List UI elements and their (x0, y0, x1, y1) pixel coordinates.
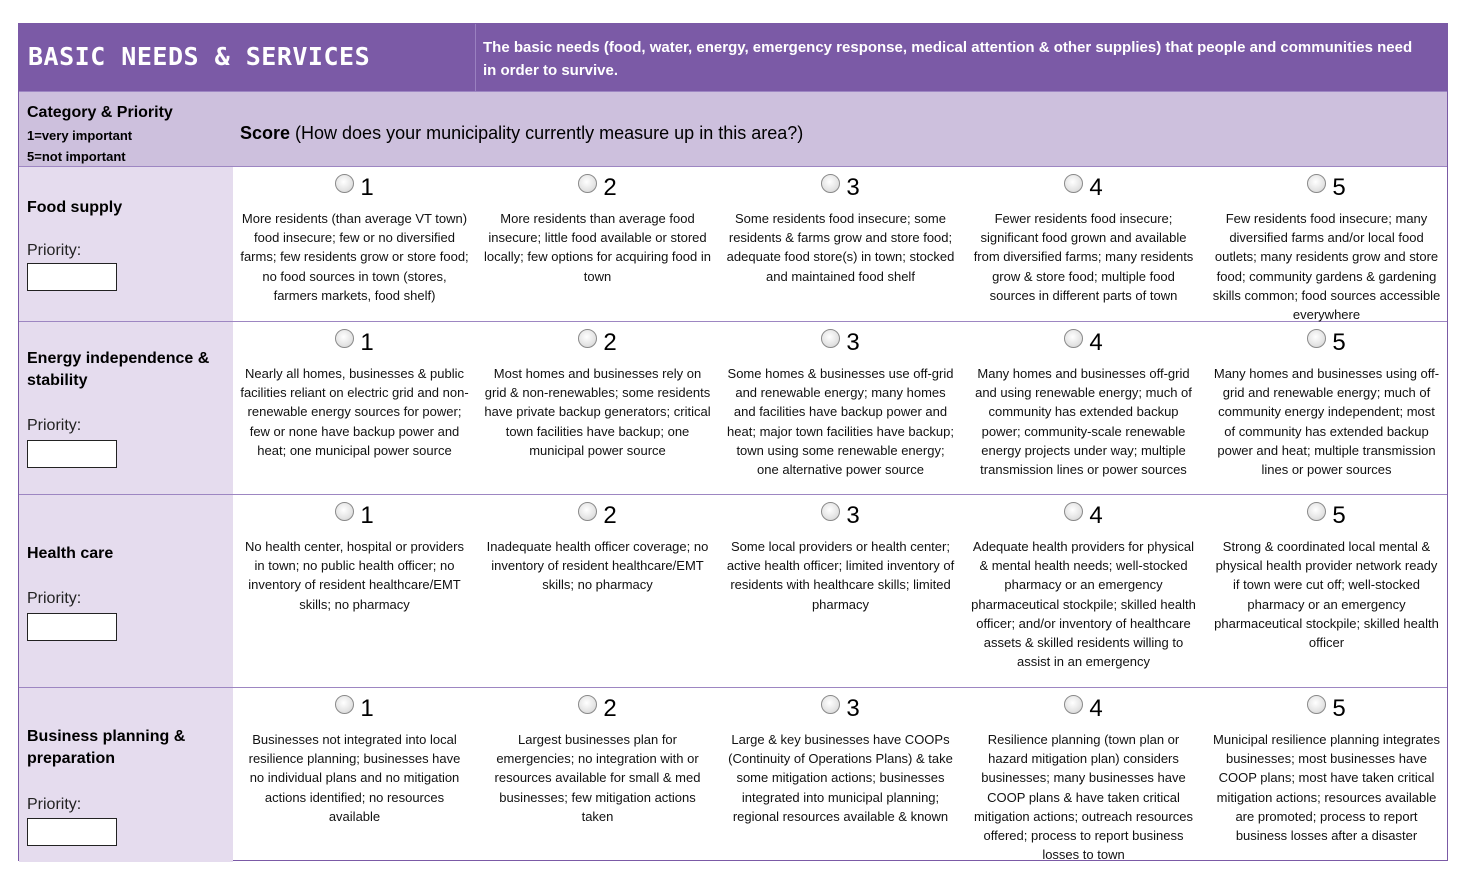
category-row (19, 322, 1447, 495)
score-option-head (962, 329, 1205, 357)
score-radio[interactable] (821, 502, 840, 521)
score-radio[interactable] (335, 329, 354, 348)
score-question: (How does your municipality currently measure up in this area?) (290, 123, 804, 143)
priority-scale-high: 1=very important (27, 128, 133, 143)
score-number: 5 (1332, 695, 1346, 722)
score-number: 2 (603, 174, 617, 201)
category-name: Business planning & preparation (27, 728, 186, 767)
score-description: Municipal resilience planning integrates businesses; most businesses have COOP plans; most have taken critical mitigation actions; resources available are promoted; process to report business losses after a disaster (1213, 732, 1440, 844)
score-description: Most homes and businesses rely on grid & non-renewables; some residents have private backup generators; critical town facilities have backup; one municipal power source (484, 366, 711, 458)
score-number: 3 (846, 329, 860, 356)
priority-label: Priority: (27, 590, 82, 607)
score-radio[interactable] (1307, 174, 1326, 193)
category-cell (19, 167, 233, 321)
score-radio[interactable] (1307, 695, 1326, 714)
score-option-5 (1205, 167, 1448, 321)
score-option-2 (476, 688, 719, 862)
score-radio[interactable] (578, 695, 597, 714)
score-radio[interactable] (335, 695, 354, 714)
score-option-head (719, 502, 962, 530)
category-row (19, 167, 1447, 322)
assessment-sheet (18, 23, 1448, 861)
score-option-head (719, 329, 962, 357)
score-description: Businesses not integrated into local resilience planning; businesses have no individual plans and no mitigation actions identified; no resources available (248, 732, 461, 824)
score-number: 2 (603, 502, 617, 529)
score-option-4 (962, 322, 1205, 494)
score-option-head (1205, 695, 1448, 723)
score-option-head (1205, 502, 1448, 530)
score-option-head (476, 695, 719, 723)
score-number: 3 (846, 695, 860, 722)
score-radio[interactable] (1064, 329, 1083, 348)
category-row (19, 688, 1447, 862)
score-number: 3 (846, 502, 860, 529)
score-option-head (476, 174, 719, 202)
score-option-1 (233, 495, 476, 687)
score-description: Some residents food insecure; some residents & farms grow and store food; adequate food store(s) in town; stocked and maintained food shelf (726, 211, 955, 284)
score-description: Some homes & businesses use off-grid and renewable energy; many homes and facilities have backup power and heat; major town facilities have backup; town using some renewable energy; one alternative power source (727, 366, 954, 478)
category-cell (19, 688, 233, 862)
score-option-2 (476, 322, 719, 494)
score-option-5 (1205, 322, 1448, 494)
score-option-head (233, 329, 476, 357)
score-number: 4 (1089, 695, 1103, 722)
score-option-head (719, 174, 962, 202)
score-radio[interactable] (578, 502, 597, 521)
score-option-head (233, 174, 476, 202)
score-option-head (962, 502, 1205, 530)
score-radio[interactable] (578, 329, 597, 348)
score-option-1 (233, 167, 476, 321)
priority-label: Priority: (27, 796, 82, 813)
score-option-head (962, 174, 1205, 202)
score-radio[interactable] (821, 329, 840, 348)
section-title: BASIC NEEDS & SERVICES (28, 42, 371, 71)
score-option-head (476, 502, 719, 530)
section-header (19, 24, 1447, 91)
score-description: More residents (than average VT town) food insecure; few or no diversified farms; few residents grow or store food; no food sources in town (stores, farmers markets, food shelf) (240, 211, 469, 303)
score-description: Adequate health providers for physical & mental health needs; well-stocked pharmacy or an emergency pharmaceutical stockpile; skilled health officer; and/or inventory of healthcare assets & skilled residents willing to assist in an emergency (971, 539, 1196, 670)
score-number: 3 (846, 174, 860, 201)
score-option-3 (719, 495, 962, 687)
score-option-head (233, 502, 476, 530)
score-description: More residents than average food insecure; little food available or stored locally; few options for acquiring food in town (484, 211, 711, 284)
category-row (19, 495, 1447, 688)
score-radio[interactable] (1064, 695, 1083, 714)
score-description: Largest businesses plan for emergencies; no integration with or resources available for small & med businesses; few mitigation actions taken (494, 732, 701, 824)
score-option-2 (476, 495, 719, 687)
score-number: 2 (603, 695, 617, 722)
score-option-1 (233, 688, 476, 862)
score-description: Inadequate health officer coverage; no inventory of resident healthcare/EMT skills; no pharmacy (486, 539, 709, 593)
score-description: Large & key businesses have COOPs (Continuity of Operations Plans) & take some mitigation actions; businesses integrated into municipal planning; regional resources available & known (728, 732, 953, 824)
score-description: Nearly all homes, businesses & public facilities reliant on electric grid and non-renewable energy sources for power; few or none have backup power and heat; one municipal power source (240, 366, 469, 458)
score-option-5 (1205, 688, 1448, 862)
score-option-1 (233, 322, 476, 494)
score-option-2 (476, 167, 719, 321)
score-number: 5 (1332, 329, 1346, 356)
score-number: 5 (1332, 502, 1346, 529)
score-number: 5 (1332, 174, 1346, 201)
section-description: The basic needs (food, water, energy, emergency response, medical attention & other supplies) that people and communities need in order to survive. (483, 39, 1413, 79)
priority-input[interactable] (27, 613, 117, 641)
score-description: Fewer residents food insecure; significant food grown and available from diversified farms; many residents grow & store food; multiple food sources in different parts of town (973, 211, 1194, 303)
score-radio[interactable] (821, 695, 840, 714)
score-option-head (476, 329, 719, 357)
score-option-4 (962, 688, 1205, 862)
category-name: Energy independence & stability (27, 350, 210, 389)
score-number: 4 (1089, 174, 1103, 201)
score-option-3 (719, 167, 962, 321)
score-option-4 (962, 167, 1205, 321)
score-option-head (1205, 174, 1448, 202)
score-option-3 (719, 688, 962, 862)
score-radio[interactable] (335, 502, 354, 521)
score-number: 4 (1089, 502, 1103, 529)
score-description: Resilience planning (town plan or hazard mitigation plan) considers businesses; many businesses have COOP plans & have taken critical mitigation actions; outreach resources offered; process to report business losses to town (974, 732, 1193, 863)
score-radio[interactable] (1064, 174, 1083, 193)
score-number: 2 (603, 329, 617, 356)
priority-label: Priority: (27, 417, 82, 434)
score-description: Some local providers or health center; active health officer; limited inventory of residents with healthcare skills; limited pharmacy (726, 539, 955, 612)
score-heading (240, 123, 803, 144)
score-option-4 (962, 495, 1205, 687)
column-header (19, 91, 1447, 167)
score-radio[interactable] (821, 174, 840, 193)
score-option-head (233, 695, 476, 723)
score-number: 4 (1089, 329, 1103, 356)
score-radio[interactable] (1307, 329, 1326, 348)
priority-scale-low: 5=not important (27, 149, 126, 164)
priority-label: Priority: (27, 242, 82, 259)
score-description: Strong & coordinated local mental & physical health provider network ready if town were cut off; well-stocked pharmacy or an emergency pharmaceutical stockpile; skilled health officer (1214, 539, 1439, 651)
category-name: Health care (27, 545, 114, 562)
category-priority-label: Category & Priority (27, 104, 173, 121)
score-description: Many homes and businesses using off-grid and renewable energy; much of community energy independent; most of community has extended backup power and heat; multiple transmission lines or power sources (1213, 366, 1440, 478)
score-radio[interactable] (1064, 502, 1083, 521)
priority-input[interactable] (27, 818, 117, 846)
score-number: 1 (360, 174, 374, 201)
score-option-head (719, 695, 962, 723)
category-cell (19, 495, 233, 687)
priority-input[interactable] (27, 263, 117, 291)
score-option-5 (1205, 495, 1448, 687)
score-radio[interactable] (335, 174, 354, 193)
score-option-3 (719, 322, 962, 494)
score-description: No health center, hospital or providers in town; no public health officer; no inventory of resident healthcare/EMT skills; no pharmacy (245, 539, 464, 612)
score-label: Score (240, 123, 291, 143)
score-option-head (962, 695, 1205, 723)
header-divider (475, 24, 476, 91)
score-description: Many homes and businesses off-grid and using renewable energy; much of community has extended backup power; community-scale renewable energy projects under way; multiple transmission lines or power sources (975, 366, 1192, 478)
score-option-head (1205, 329, 1448, 357)
score-radio[interactable] (1307, 502, 1326, 521)
score-number: 1 (360, 695, 374, 722)
score-number: 1 (360, 329, 374, 356)
priority-input[interactable] (27, 440, 117, 468)
score-number: 1 (360, 502, 374, 529)
category-name: Food supply (27, 199, 123, 216)
score-description: Few residents food insecure; many diversified farms and/or local food outlets; many residents grow and store food; community gardens & gardening skills common; food sources accessible everywhere (1212, 211, 1441, 323)
category-cell (19, 322, 233, 494)
score-radio[interactable] (578, 174, 597, 193)
